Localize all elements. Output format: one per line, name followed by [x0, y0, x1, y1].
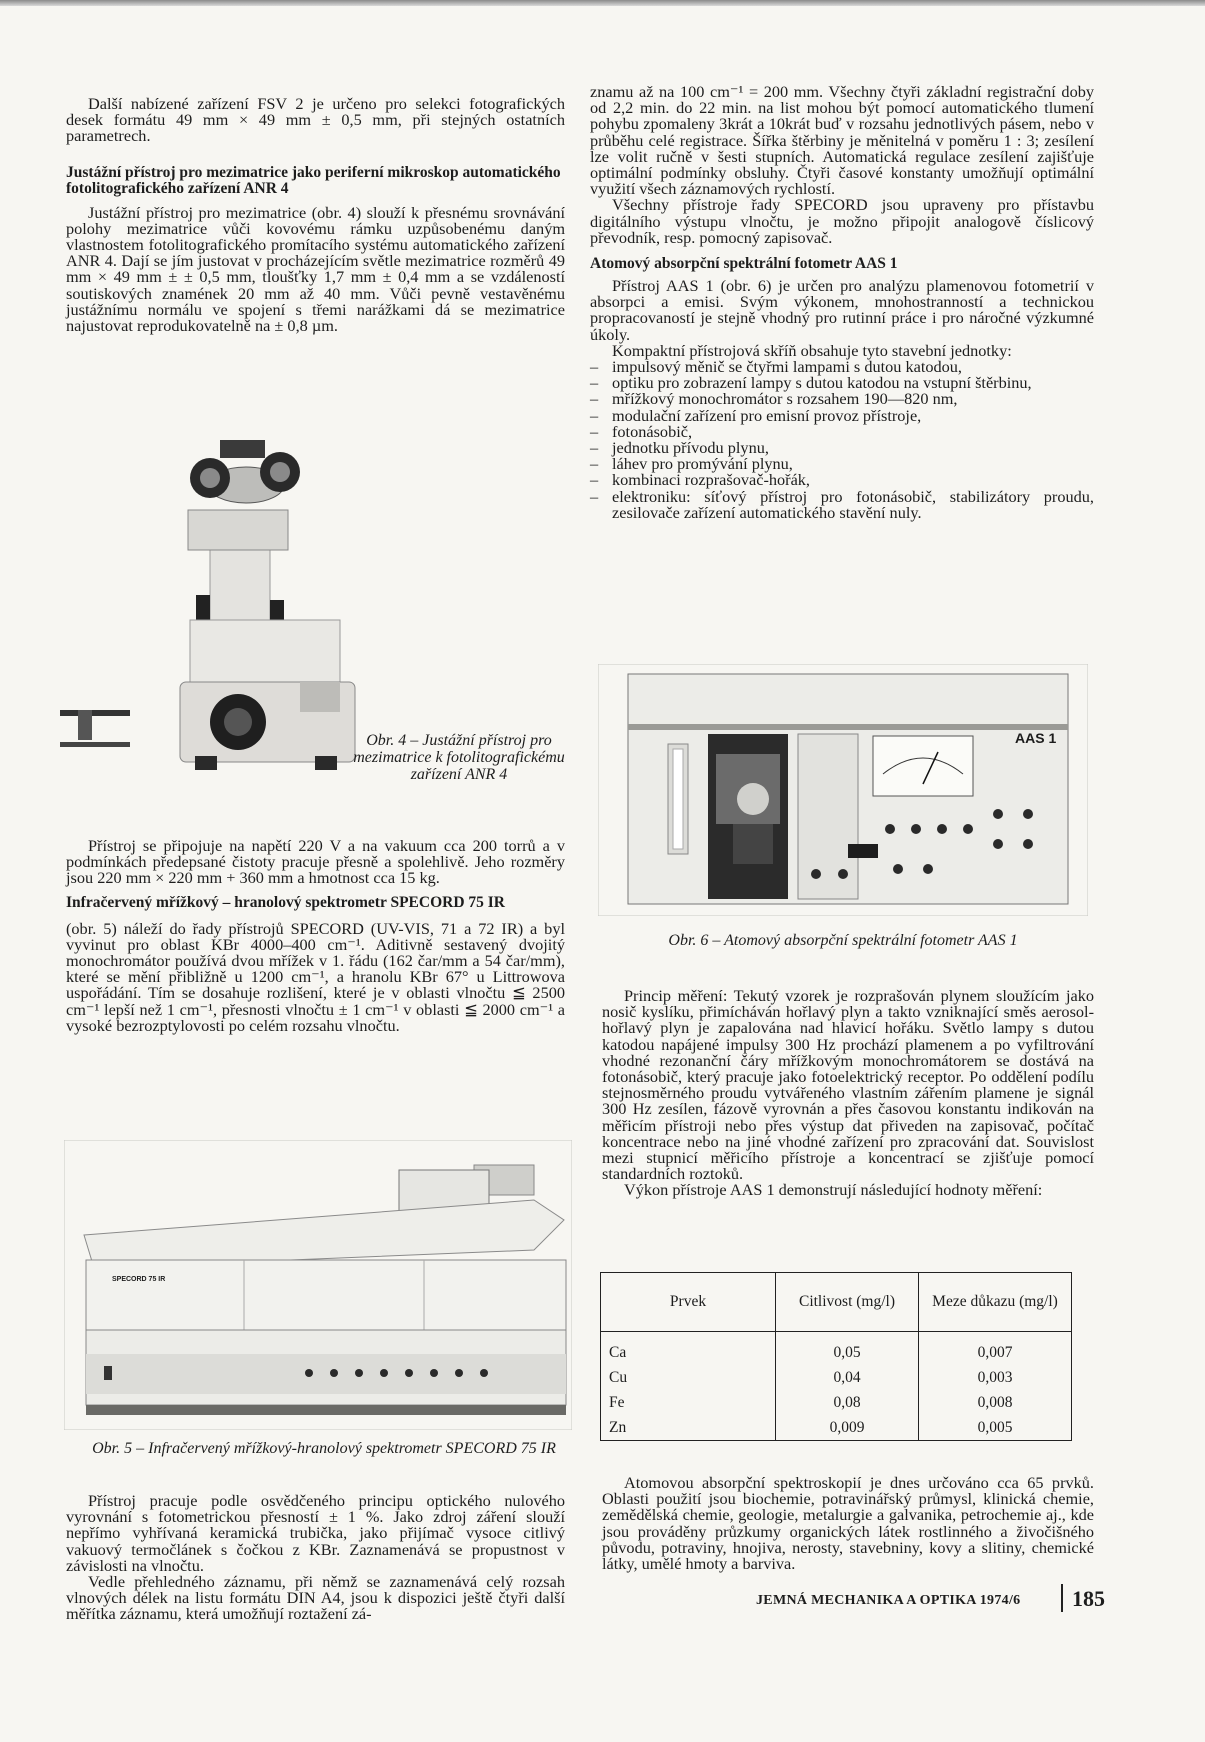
paragraph-continuation: znamu až na 100 cm⁻¹ = 200 mm. Všechny čtyři základní registrační doby od 2,2 min. do 22 min. na list mohou být pomocí automatického tlumení pohybu zpomaleny 3krát a 10krát buď v rozsahu jednotlivých pásem, nebo v průběhu celé registrace. Šířka štěrbiny je měnitelná v poměru 1 : 3; zesílení lze volit ručně v šesti stupních. Automatická regulace zesílení zajišťuje optimální podmínky obsluhy. Čtyři časové konstanty umožňují optimální využití všech záznamových rychlostí. — [590, 82, 1094, 199]
right-column-bottom — [602, 988, 1094, 1199]
right-column-top — [590, 84, 1094, 521]
list-item: – kombinaci rozprašovač-hořák, — [590, 472, 1094, 488]
paragraph-vsechny: Všechny přístroje řady SPECORD jsou upraveny pro přístavbu digitálního výstupu vlnočtu, je možno připojit analogově číslicový převodník, resp. pomocný zapisovač. — [590, 195, 1094, 247]
paragraph-pracuje: Přístroj pracuje podle osvědčeného principu optického nulového vyrovnání s fotometrickou přesností ± 1 %. Jako zdroj záření slouží nepřímo vyhřívaná keramická trubička, jako přijímač vysoce citlivý vakuový termočlánek s čočkou z KBr. Zaznamenává se propustnost v závislosti na vlnočtu. — [66, 1491, 565, 1575]
paragraph-aas: Přístroj AAS 1 (obr. 6) je určen pro analýzu plamenovou fotometrií v absorpci a emisi. Svým výkonem, mnohostranností a technickou propracovaností je stejně vhodný pro rutinní práce i pro náročné výzkumné úkoly. — [590, 276, 1094, 344]
heading-specord: Infračervený mřížkový – hranolový spektrometr SPECORD 75 IR — [66, 893, 505, 911]
right-column-final — [602, 1475, 1094, 1572]
table-cell: 0,008 — [919, 1390, 1072, 1415]
table-cell: 0,007 — [919, 1332, 1072, 1366]
table-cell: 0,08 — [776, 1390, 919, 1415]
list-item: – elektroniku: síťový přístroj pro fotonásobič, stabilizátory proudu, zesilovače zařízení automatického stavění nuly. — [590, 489, 1094, 521]
list-item: – mřížkový monochromátor s rozsahem 190—820 nm, — [590, 391, 1094, 407]
table-cell: 0,003 — [919, 1365, 1072, 1390]
list-item: – modulační zařízení pro emisní provoz přístroje, — [590, 408, 1094, 424]
figure-5-label: SPECORD 75 IR — [112, 1276, 166, 1283]
footer-separator — [1061, 1584, 1063, 1612]
heading-aas: Atomový absorpční spektrální fotometr AAS 1 — [590, 255, 898, 273]
table-cell: 0,009 — [776, 1415, 919, 1441]
figure-6-photo — [598, 664, 1088, 916]
left-column-middle — [66, 838, 565, 1034]
table-header: Citlivost (mg/l) — [776, 1273, 919, 1332]
table-row — [601, 1415, 1072, 1441]
table-row — [601, 1365, 1072, 1390]
paragraph-justazni: Justážní přístroj pro mezimatrice (obr. 4) slouží k přesnému srovnávání polohy mezimatrice vůči kovovému rámku uzpůsobenému daným vlastnostem fotolitografického promítacího systému automatického zařízení ANR 4. Dají se jím justovat v procházejícím světle mezimatrice rozměrů 49 mm × 49 mm ± ± 0,5 mm, tloušťky 1,7 mm ± 0,4 mm a se vzdáleností soutiskových znamének 20 mm až 40 mm. Vůči pevně vestavěnému justážnímu normálu ve spojení s třemi narážkami dá se mezimatrice najustovat reprodukovatelně na ± 0,8 µm. — [66, 202, 565, 336]
paragraph-kompaktni: Kompaktní přístrojová skříň obsahuje tyto stavební jednotky: — [612, 340, 1012, 360]
scan-top-edge — [0, 0, 1205, 6]
paragraph-princip: Princip měření: Tekutý vzorek je rozprašován plynem sloužícím jako nosič kyslíku, přimícháván hořlavý plyn a takto vzniknající směs aerosol-hořlavý plyn je zapalována nad hlavicí hořáku. Světlo lampy s dutou katodou napájené impulsy 300 Hz prochází plamenem a po vyfiltrování vhodné rezonanční čáry mřížkovým monochromátorem se dostává na fotonásobič, který pracuje jako fotoelektrický receptor. Po oddělení podílu stejnosměrného proudu vytvářeného vlastním zářením plamene je signál 300 Hz zesílen, fázově vyrovnán a přes časovou konstantu indikován na měřicím přístroji nebo přes výstup dat přiveden na zapisovač, počítač koncentrace nebo na jiné vhodné zařízení pro zpracování dat. Souvislost mezi stupnicí měřicího přístroje a koncentrací se zjišťuje pomocí standardních roztoků. — [602, 986, 1094, 1184]
figure-6-label: AAS 1 — [1015, 730, 1057, 746]
table-header: Prvek — [601, 1273, 776, 1332]
paragraph-intro: Další nabízené zařízení FSV 2 je určeno pro selekci fotografických desek formátu 49 mm × 49 mm ± 0,5 mm, při stejných ostatních parametrech. — [66, 94, 565, 146]
table-cell: Fe — [601, 1390, 776, 1415]
paragraph-pripojuje: Přístroj se připojuje na napětí 220 V a na vakuum cca 200 torrů a v podmínkách předepsané čistoty pracuje přesně a spolehlivě. Jeho rozměry jsou 220 mm × 220 mm + 360 mm a hmotnost cca 15 kg. — [66, 836, 565, 888]
table-row — [601, 1390, 1072, 1415]
journal-footer: JEMNÁ MECHANIKA A OPTIKA 1974/6 — [756, 1593, 1021, 1608]
list-item: – láhev pro promývání plynu, — [590, 456, 1094, 472]
figure-6-caption: Obr. 6 – Atomový absorpční spektrální fotometr AAS 1 — [668, 932, 1018, 949]
paragraph-vykon: Výkon přístroje AAS 1 demonstrují následující hodnoty měření: — [624, 1180, 1043, 1200]
table-header: Meze důkazu (mg/l) — [919, 1273, 1072, 1332]
list-item: – fotonásobič, — [590, 424, 1094, 440]
table-cell: Ca — [601, 1332, 776, 1366]
table-cell: 0,04 — [776, 1365, 919, 1390]
figure-4-photo — [60, 420, 360, 795]
paragraph-vedle: Vedle přehledného záznamu, při němž se zaznamenává celý rozsah vlnových délek na listu formátu DIN A4, jsou k dispozici ještě čtyři další měřítka záznamu, která umožňují roztažení zá- — [66, 1572, 565, 1624]
table-cell: Cu — [601, 1365, 776, 1390]
figure-4-caption: Obr. 4 – Justážní přístroj pro mezimatrice k fotolitografickému zařízení ANR 4 — [353, 732, 565, 783]
table-cell: 0,005 — [919, 1415, 1072, 1441]
left-column-top — [66, 96, 565, 334]
list-item: – impulsový měnič se čtyřmi lampami s dutou katodou, — [590, 359, 1094, 375]
list-item: – optiku pro zobrazení lampy s dutou katodou na vstupní štěrbinu, — [590, 375, 1094, 391]
heading-justazni: Justážní přístroj pro mezimatrice jako periferní mikroskop automatického fotolitografického zařízení ANR 4 — [66, 163, 561, 197]
figure-5-photo — [64, 1140, 572, 1430]
figure-5-caption: Obr. 5 – Infračervený mřížkový-hranolový spektrometr SPECORD 75 IR — [92, 1440, 556, 1457]
units-list — [590, 359, 1094, 521]
table-cell: 0,05 — [776, 1332, 919, 1366]
list-item: – jednotku přívodu plynu, — [590, 440, 1094, 456]
paragraph-specord: (obr. 5) náleží do řady přístrojů SPECORD (UV-VIS, 71 a 72 IR) a byl vyvinut pro oblast KBr 4000–400 cm⁻¹. Aditivně sestavený dvojitý monochromátor používá dvou mřížek v 1. řádu (162 čar/mm a 54 čar/mm), které se mění přibližně u 1200 cm⁻¹, a hranolu KBr 67° u Littrowova uspořádání. Tím se dosahuje rozlišení, které je v oblasti vlnočtu ≦ 2500 cm⁻¹ lepší než 1 cm⁻¹, přesnosti vlnočtu ± 1 cm⁻¹ v oblasti ≦ 2000 cm⁻¹ a vysoké bezrozptylovosti po celém rozsahu vlnočtu. — [66, 918, 565, 1035]
table-cell: Zn — [601, 1415, 776, 1441]
measurements-table — [600, 1272, 1072, 1441]
paragraph-atomovou: Atomovou absorpční spektroskopií je dnes určováno cca 65 prvků. Oblasti použití jsou biochemie, potravinářský průmysl, klinická chemie, zemědělská chemie, geologie, metalurgie a galvanika, petrochemie aj., kde jsou prováděny průzkumy organických látek rostlinného a živočišného původu, potraviny, hnojiva, nerosty, stavebniny, kovy a slitiny, chemické látky, umělé hmoty a barviva. — [602, 1473, 1094, 1574]
page-number: 185 — [1072, 1586, 1105, 1611]
left-column-bottom — [66, 1493, 565, 1623]
table-row — [601, 1332, 1072, 1366]
